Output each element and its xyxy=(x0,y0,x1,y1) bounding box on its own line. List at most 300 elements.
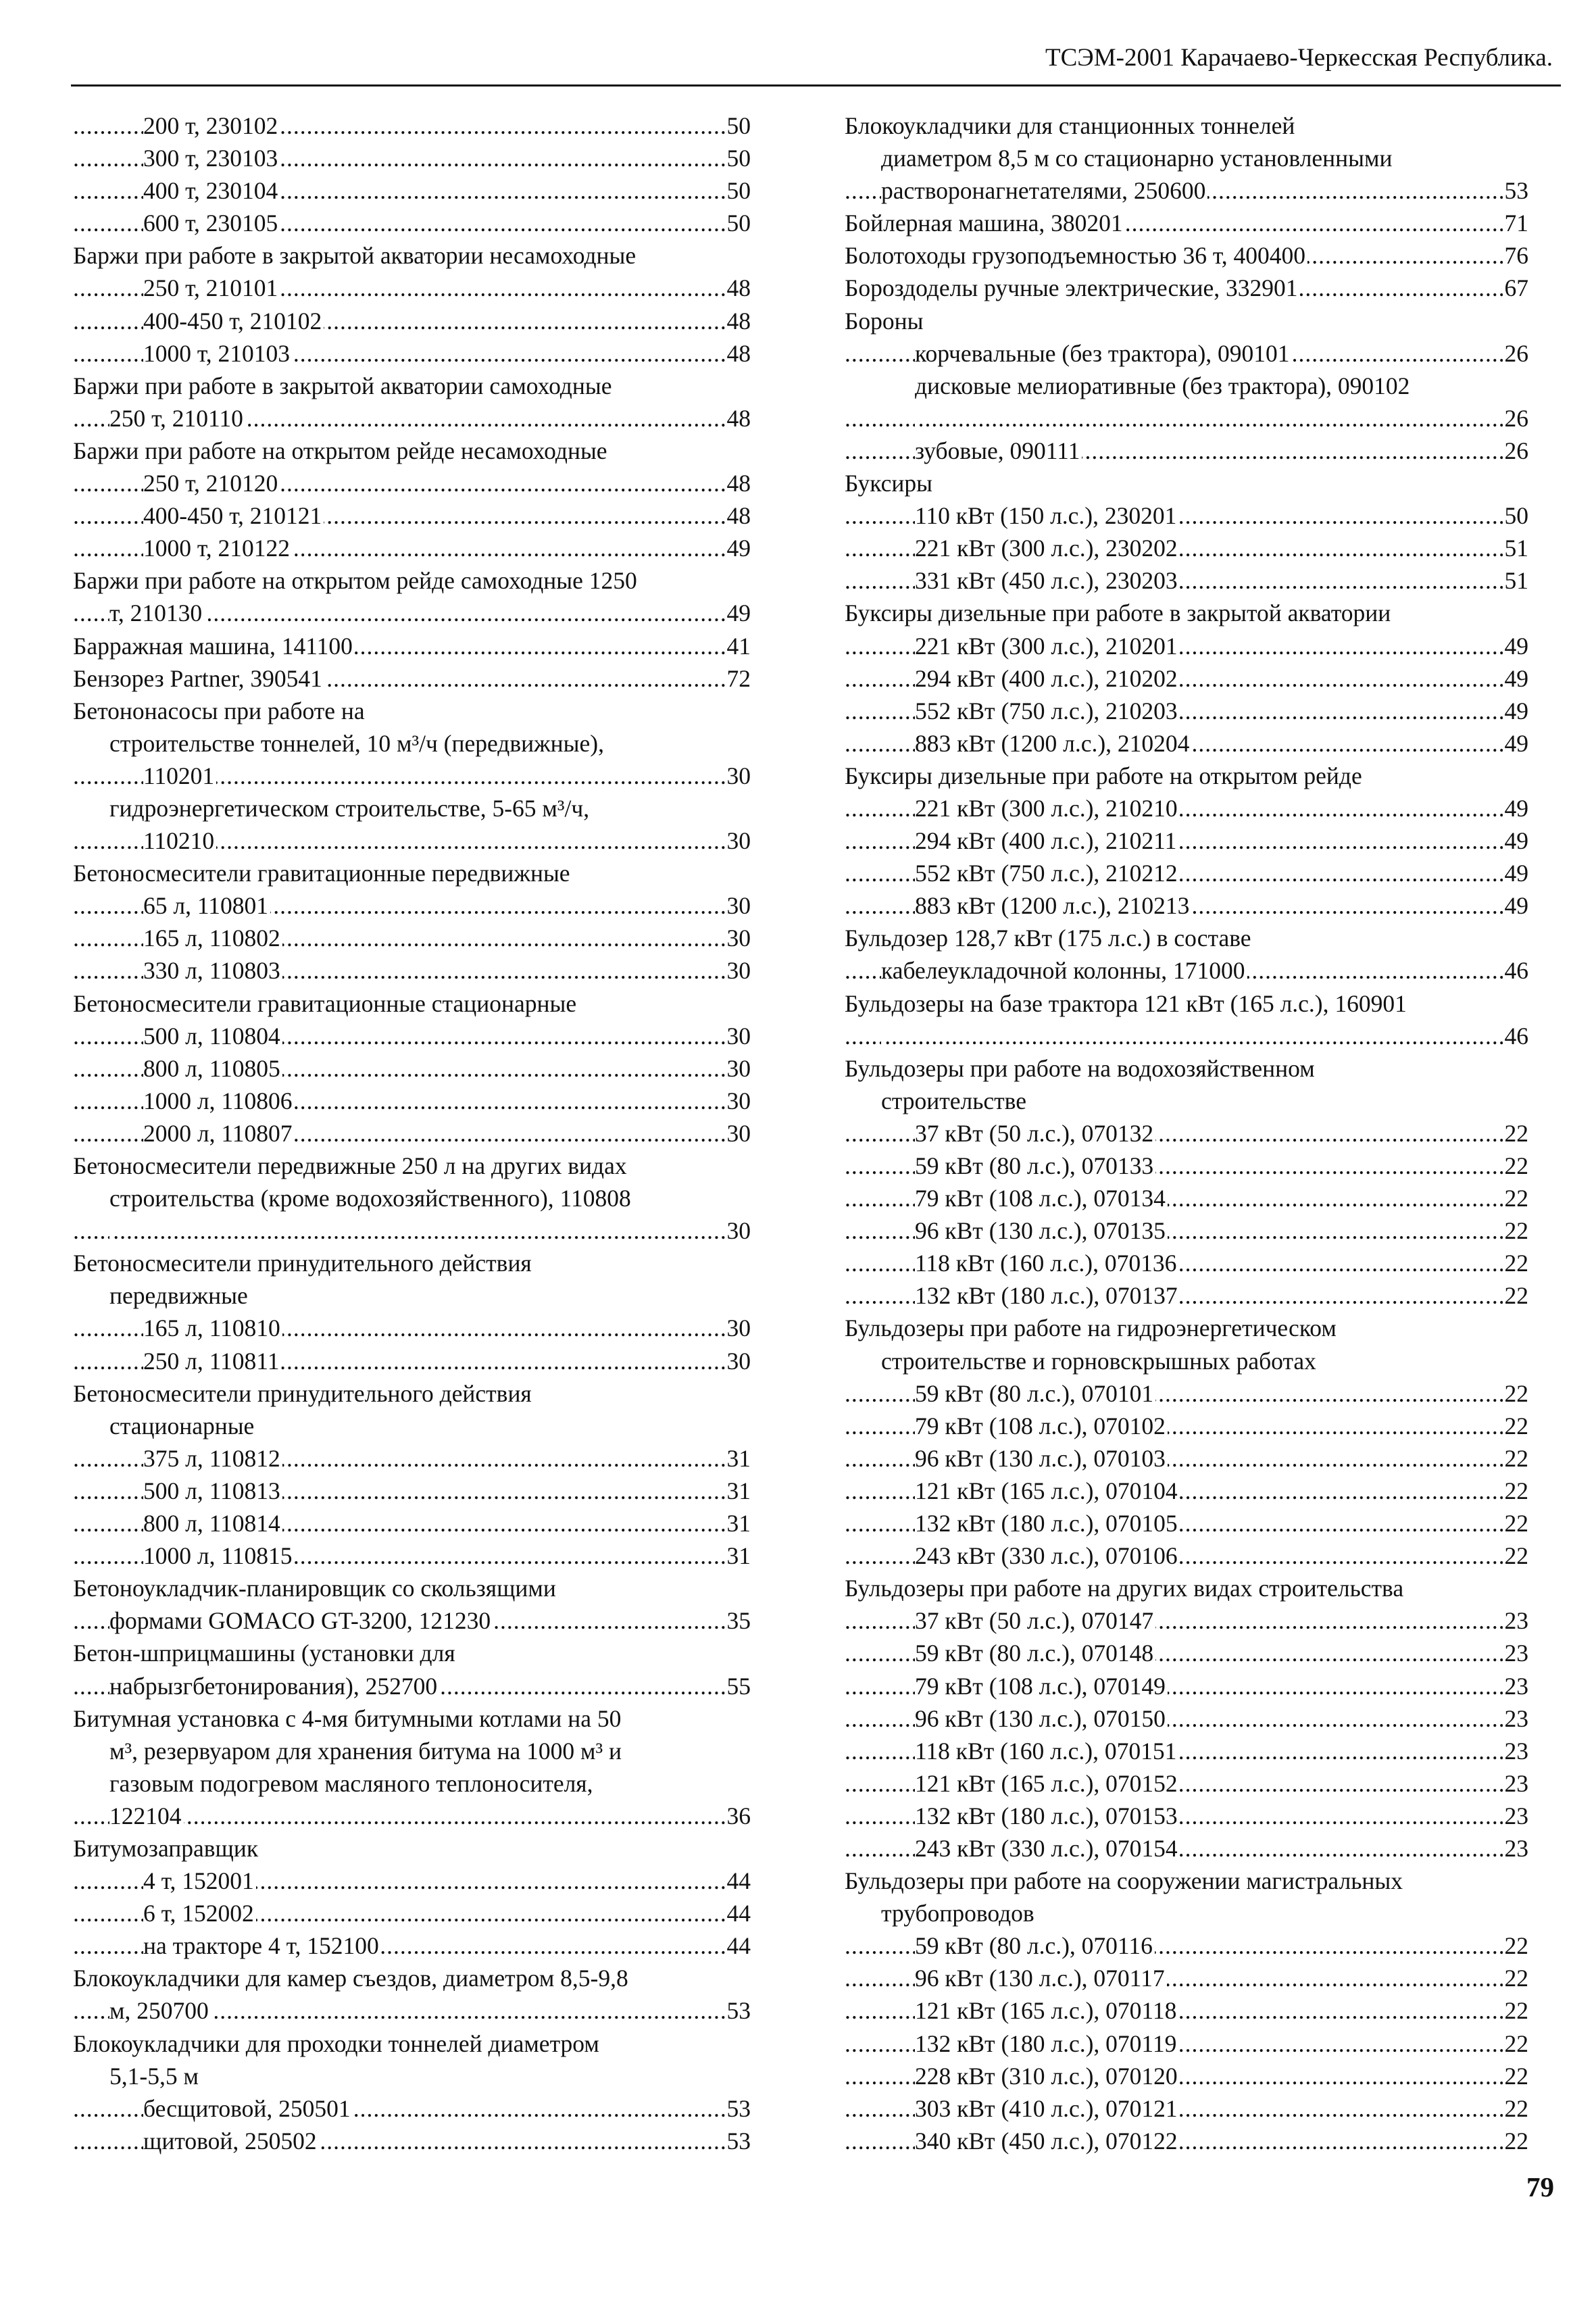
index-entry xyxy=(73,2125,751,2157)
entry-page-ref: 53 xyxy=(1503,174,1529,207)
entry-text: Бульдозеры при работе на других видах строительства xyxy=(845,1575,1405,1602)
index-entry xyxy=(73,727,751,760)
entry-page-ref: 22 xyxy=(1503,2027,1529,2060)
entry-page-ref: 48 xyxy=(725,467,751,499)
entry-text: передвижные xyxy=(109,1282,250,1309)
index-entry xyxy=(73,1702,751,1735)
entry-text: 1000 т, 210122 xyxy=(143,535,292,562)
entry-page-ref: 30 xyxy=(725,760,751,792)
index-entry xyxy=(845,1442,1528,1475)
entry-text: зубовые, 090111 xyxy=(915,437,1082,464)
index-entry xyxy=(73,272,751,304)
index-entry xyxy=(73,532,751,564)
entry-text: Бетоносмесители принудительного действия xyxy=(73,1250,534,1277)
entry-page-ref: 23 xyxy=(1503,1832,1529,1865)
entry-text: Бойлерная машина, 380201 xyxy=(845,210,1125,237)
entry-page-ref: 22 xyxy=(1503,1214,1529,1247)
entry-text: Буксиры дизельные при работе на открытом рейде xyxy=(845,762,1364,789)
index-entry xyxy=(73,2027,751,2060)
index-entry xyxy=(73,824,751,857)
entry-page-ref: 67 xyxy=(1503,272,1529,304)
entry-page-ref: 23 xyxy=(1503,1800,1529,1832)
entry-page-ref: 48 xyxy=(725,272,751,304)
entry-text: 883 кВт (1200 л.с.), 210204 xyxy=(915,730,1191,757)
entry-text: 132 кВт (180 л.с.), 070119 xyxy=(915,2030,1178,2057)
entry-text: 110201 xyxy=(143,762,216,789)
index-entry xyxy=(845,597,1528,629)
index-entry xyxy=(845,1702,1528,1735)
index-entry xyxy=(73,1897,751,1929)
index-entry xyxy=(845,1865,1528,1897)
entry-page-ref: 31 xyxy=(725,1540,751,1572)
entry-page-ref: 23 xyxy=(1503,1735,1529,1767)
entry-page-ref: 53 xyxy=(725,2125,751,2157)
index-entry xyxy=(73,1800,751,1832)
index-entry xyxy=(845,2027,1528,2060)
entry-page-ref: 30 xyxy=(725,1345,751,1377)
entry-page-ref: 41 xyxy=(725,630,751,662)
index-entry xyxy=(845,1735,1528,1767)
entry-text: 500 л, 110813 xyxy=(143,1477,282,1504)
index-entry xyxy=(73,1994,751,2027)
entry-text: Баржи при работе в закрытой акватории самоходные xyxy=(73,372,614,399)
entry-text: Бетоносмесители принудительного действия xyxy=(73,1380,534,1407)
index-entry xyxy=(73,792,751,824)
entry-text: 243 кВт (330 л.с.), 070154 xyxy=(915,1835,1180,1862)
entry-text: 165 л, 110810 xyxy=(143,1314,282,1341)
index-entry xyxy=(73,662,751,695)
index-entry xyxy=(73,1150,751,1182)
entry-page-ref: 30 xyxy=(725,889,751,922)
index-entry xyxy=(73,922,751,954)
index-entry xyxy=(73,597,751,629)
entry-text: 79 кВт (108 л.с.), 070134 xyxy=(915,1185,1168,1212)
index-entry xyxy=(845,1410,1528,1442)
entry-page-ref: 48 xyxy=(725,305,751,337)
entry-text: 59 кВт (80 л.с.), 070116 xyxy=(915,1932,1155,1959)
index-entry xyxy=(73,1572,751,1604)
entry-page-ref: 22 xyxy=(1503,1117,1529,1150)
index-entry xyxy=(73,499,751,532)
entry-text: 96 кВт (130 л.с.), 070103 xyxy=(915,1445,1168,1472)
entry-text: растворонагнетателями, 250600 xyxy=(881,177,1207,204)
entry-text: 110 кВт (150 л.с.), 230201 xyxy=(915,502,1178,529)
index-entry xyxy=(73,467,751,499)
entry-text: 375 л, 110812 xyxy=(143,1445,282,1472)
entry-text xyxy=(915,405,917,432)
entry-text: Битумозаправщик xyxy=(73,1835,260,1862)
index-entry xyxy=(845,630,1528,662)
header-rule xyxy=(71,84,1561,87)
entry-text: строительстве тоннелей, 10 м³/ч (передвижные), xyxy=(109,730,606,757)
index-entry xyxy=(845,337,1528,370)
index-entry xyxy=(73,1767,751,1800)
entry-page-ref: 22 xyxy=(1503,1540,1529,1572)
entry-page-ref: 22 xyxy=(1503,2060,1529,2092)
entry-text xyxy=(881,1023,883,1050)
entry-text: 294 кВт (400 л.с.), 210211 xyxy=(915,827,1178,854)
entry-page-ref: 48 xyxy=(725,402,751,435)
index-entry xyxy=(73,1312,751,1344)
index-entry xyxy=(73,1247,751,1279)
index-entry xyxy=(845,824,1528,857)
index-entry xyxy=(845,1214,1528,1247)
entry-text: Буксиры xyxy=(845,470,934,497)
index-entry xyxy=(845,435,1528,467)
entry-text: набрызгбетонирования), 252700 xyxy=(109,1673,439,1700)
entry-text: корчевальные (без трактора), 090101 xyxy=(915,340,1292,367)
entry-page-ref: 31 xyxy=(725,1442,751,1475)
index-entry xyxy=(845,987,1528,1020)
index-entry xyxy=(845,857,1528,889)
entry-text xyxy=(109,1217,111,1244)
index-entry xyxy=(845,1182,1528,1214)
entry-page-ref: 48 xyxy=(725,499,751,532)
index-entry xyxy=(845,1604,1528,1637)
entry-page-ref: 22 xyxy=(1503,1247,1529,1279)
entry-text: 552 кВт (750 л.с.), 210212 xyxy=(915,860,1180,887)
entry-text: Блокоукладчики для станционных тоннелей xyxy=(845,112,1297,139)
index-entry xyxy=(73,1832,751,1865)
entry-text: 5,1-5,5 м xyxy=(109,2063,201,2090)
index-entry xyxy=(845,2125,1528,2157)
index-entry xyxy=(73,1052,751,1085)
index-entry xyxy=(73,889,751,922)
entry-page-ref: 23 xyxy=(1503,1702,1529,1735)
index-entry xyxy=(845,1345,1528,1377)
index-entry xyxy=(73,1117,751,1150)
entry-page-ref: 49 xyxy=(1503,889,1529,922)
entry-text: Блокоукладчики для камер съездов, диаметром 8,5-9,8 xyxy=(73,1965,630,1992)
entry-text: Барражная машина, 141100 xyxy=(73,633,355,660)
index-entry xyxy=(73,954,751,987)
index-entry xyxy=(845,695,1528,727)
index-entry xyxy=(73,370,751,402)
entry-page-ref: 23 xyxy=(1503,1767,1529,1800)
index-entry xyxy=(845,1279,1528,1312)
entry-text: Бульдозер 128,7 кВт (175 л.с.) в составе xyxy=(845,925,1253,952)
entry-text: стационарные xyxy=(109,1412,256,1439)
entry-text: Баржи при работе в закрытой акватории несамоходные xyxy=(73,242,638,269)
index-entry xyxy=(845,1247,1528,1279)
entry-page-ref: 53 xyxy=(725,2092,751,2125)
entry-text: 6 т, 152002 xyxy=(143,1900,256,1927)
entry-text: 221 кВт (300 л.с.), 210210 xyxy=(915,795,1180,822)
entry-text: 96 кВт (130 л.с.), 070135 xyxy=(915,1217,1168,1244)
index-entry xyxy=(73,305,751,337)
entry-page-ref: 49 xyxy=(725,597,751,629)
index-entry xyxy=(73,1410,751,1442)
index-entry xyxy=(845,1312,1528,1344)
entry-page-ref: 49 xyxy=(1503,857,1529,889)
entry-page-ref: 22 xyxy=(1503,1442,1529,1475)
entry-text: 300 т, 230103 xyxy=(143,145,280,172)
entry-text: 121 кВт (165 л.с.), 070104 xyxy=(915,1477,1180,1504)
index-entry xyxy=(73,1929,751,1962)
index-entry xyxy=(73,760,751,792)
index-entry xyxy=(845,239,1528,272)
index-entry xyxy=(845,1929,1528,1962)
entry-text: 1000 л, 110815 xyxy=(143,1542,295,1569)
entry-text: Бороздоделы ручные электрические, 332901 xyxy=(845,274,1299,301)
index-entry xyxy=(73,1442,751,1475)
entry-page-ref: 49 xyxy=(1503,792,1529,824)
index-entry xyxy=(845,2092,1528,2125)
entry-page-ref: 55 xyxy=(725,1670,751,1702)
index-entry xyxy=(73,207,751,239)
entry-text: 800 л, 110805 xyxy=(143,1055,282,1082)
entry-text: газовым подогревом масляного теплоносителя, xyxy=(109,1770,595,1797)
entry-text: 883 кВт (1200 л.с.), 210213 xyxy=(915,892,1191,919)
entry-text: 2000 л, 110807 xyxy=(143,1120,295,1147)
entry-page-ref: 30 xyxy=(725,1214,751,1247)
entry-text: Бетононасосы при работе на xyxy=(73,697,367,724)
entry-page-ref: 31 xyxy=(725,1475,751,1507)
entry-text: 228 кВт (310 л.с.), 070120 xyxy=(915,2063,1180,2090)
entry-page-ref: 72 xyxy=(725,662,751,695)
entry-text: 165 л, 110802 xyxy=(143,925,282,952)
entry-text: 37 кВт (50 л.с.), 070147 xyxy=(915,1607,1155,1634)
index-entry xyxy=(845,142,1528,174)
entry-text: 132 кВт (180 л.с.), 070153 xyxy=(915,1802,1180,1829)
index-entry xyxy=(73,1637,751,1669)
index-entry xyxy=(73,1214,751,1247)
index-entry xyxy=(845,1377,1528,1410)
index-entry xyxy=(73,1604,751,1637)
entry-text: Бетоносмесители передвижные 250 л на других видах xyxy=(73,1152,629,1179)
entry-text: Бетоносмесители гравитационные стационарные xyxy=(73,990,578,1017)
entry-text: 800 л, 110814 xyxy=(143,1510,282,1537)
index-entry xyxy=(73,1020,751,1052)
index-entry xyxy=(73,564,751,597)
entry-page-ref: 31 xyxy=(725,1507,751,1540)
entry-page-ref: 46 xyxy=(1503,1020,1529,1052)
index-entry xyxy=(73,1475,751,1507)
entry-text: Битумная установка с 4-мя битумными котлами на 50 xyxy=(73,1705,623,1732)
entry-text: 400-450 т, 210121 xyxy=(143,502,324,529)
index-entry xyxy=(845,109,1528,142)
entry-page-ref: 26 xyxy=(1503,337,1529,370)
entry-page-ref: 30 xyxy=(725,922,751,954)
entry-text: 65 л, 110801 xyxy=(143,892,270,919)
entry-text: 37 кВт (50 л.с.), 070132 xyxy=(915,1120,1155,1147)
entry-text: строительства (кроме водохозяйственного), 110808 xyxy=(109,1185,633,1212)
entry-text: диаметром 8,5 м со стационарно установленными xyxy=(881,145,1395,172)
entry-page-ref: 36 xyxy=(725,1800,751,1832)
index-entry xyxy=(73,239,751,272)
entry-text: Бетоноукладчик-планировщик со скользящими xyxy=(73,1575,558,1602)
entry-text: Бетоносмесители гравитационные передвижные xyxy=(73,860,572,887)
entry-text: 243 кВт (330 л.с.), 070106 xyxy=(915,1542,1180,1569)
entry-text: Баржи при работе на открытом рейде несамоходные xyxy=(73,437,609,464)
index-entry xyxy=(73,337,751,370)
entry-text: щитовой, 250502 xyxy=(143,2127,319,2155)
index-entry xyxy=(73,695,751,727)
entry-page-ref: 50 xyxy=(725,207,751,239)
entry-text: м, 250700 xyxy=(109,1997,211,2024)
entry-text: дисковые мелиоративные (без трактора), 090102 xyxy=(915,372,1412,399)
entry-text: Бульдозеры при работе на водохозяйственном xyxy=(845,1055,1317,1082)
entry-text: строительстве и горновскрышных работах xyxy=(881,1348,1318,1375)
index-entry xyxy=(73,1540,751,1572)
index-entry xyxy=(845,760,1528,792)
entry-page-ref: 22 xyxy=(1503,1279,1529,1312)
entry-text: 96 кВт (130 л.с.), 070117 xyxy=(915,1965,1167,1992)
entry-page-ref: 22 xyxy=(1503,2125,1529,2157)
entry-page-ref: 30 xyxy=(725,1085,751,1117)
index-entry xyxy=(845,1085,1528,1117)
index-entry xyxy=(73,142,751,174)
entry-text: 600 т, 230105 xyxy=(143,210,280,237)
index-entry xyxy=(845,1572,1528,1604)
entry-page-ref: 71 xyxy=(1503,207,1529,239)
index-entry xyxy=(73,857,751,889)
index-entry xyxy=(73,2060,751,2092)
entry-text: 121 кВт (165 л.с.), 070118 xyxy=(915,1997,1178,2024)
entry-text: Блокоукладчики для проходки тоннелей диаметром xyxy=(73,2030,601,2057)
index-entry xyxy=(845,1800,1528,1832)
entry-page-ref: 26 xyxy=(1503,402,1529,435)
index-entry xyxy=(845,207,1528,239)
index-entry xyxy=(845,1540,1528,1572)
running-header: ТСЭМ-2001 Карачаево-Черкесская Республика. xyxy=(1045,44,1553,72)
index-entry xyxy=(845,1475,1528,1507)
index-entry xyxy=(73,1670,751,1702)
entry-page-ref: 22 xyxy=(1503,1994,1529,2027)
entry-text: гидроэнергетическом строительстве, 5-65 м³/ч, xyxy=(109,795,591,822)
entry-text: м³, резервуаром для хранения битума на 1000 м³ и xyxy=(109,1738,624,1765)
index-entry xyxy=(845,402,1528,435)
entry-page-ref: 35 xyxy=(725,1604,751,1637)
index-entry xyxy=(845,499,1528,532)
entry-page-ref: 23 xyxy=(1503,1670,1529,1702)
entry-page-ref: 50 xyxy=(1503,499,1529,532)
index-entry xyxy=(845,792,1528,824)
entry-text: строительстве xyxy=(881,1087,1028,1114)
entry-text: 110210 xyxy=(143,827,216,854)
entry-text: 221 кВт (300 л.с.), 230202 xyxy=(915,535,1180,562)
index-entry xyxy=(845,564,1528,597)
entry-text: 79 кВт (108 л.с.), 070102 xyxy=(915,1412,1168,1439)
entry-page-ref: 22 xyxy=(1503,1475,1529,1507)
index-entry xyxy=(73,402,751,435)
index-entry xyxy=(73,2092,751,2125)
entry-text: 303 кВт (410 л.с.), 070121 xyxy=(915,2095,1180,2122)
entry-text: Бороны xyxy=(845,307,925,335)
entry-page-ref: 49 xyxy=(1503,662,1529,695)
index-entry xyxy=(845,662,1528,695)
entry-text: 330 л, 110803 xyxy=(143,957,282,984)
entry-page-ref: 49 xyxy=(1503,727,1529,760)
entry-text: 331 кВт (450 л.с.), 230203 xyxy=(915,567,1180,594)
index-entry xyxy=(845,2060,1528,2092)
entry-page-ref: 22 xyxy=(1503,1929,1529,1962)
entry-text: 118 кВт (160 л.с.), 070136 xyxy=(915,1250,1178,1277)
entry-page-ref: 50 xyxy=(725,174,751,207)
entry-page-ref: 30 xyxy=(725,954,751,987)
index-entry xyxy=(845,272,1528,304)
entry-text: 121 кВт (165 л.с.), 070152 xyxy=(915,1770,1180,1797)
entry-page-ref: 22 xyxy=(1503,1507,1529,1540)
entry-page-ref: 51 xyxy=(1503,532,1529,564)
entry-page-ref: 76 xyxy=(1503,239,1529,272)
entry-page-ref: 22 xyxy=(1503,1962,1529,1994)
entry-page-ref: 44 xyxy=(725,1865,751,1897)
entry-text: 1000 т, 210103 xyxy=(143,340,292,367)
index-entry xyxy=(845,1052,1528,1085)
entry-text: на тракторе 4 т, 152100 xyxy=(143,1932,381,1959)
index-entry xyxy=(845,727,1528,760)
index-entry xyxy=(845,1150,1528,1182)
entry-page-ref: 49 xyxy=(725,532,751,564)
entry-page-ref: 46 xyxy=(1503,954,1529,987)
entry-text: Бензорез Partner, 390541 xyxy=(73,665,324,692)
index-entry xyxy=(845,922,1528,954)
index-entry xyxy=(73,1279,751,1312)
index-entry xyxy=(845,1897,1528,1929)
entry-text: Буксиры дизельные при работе в закрытой акватории xyxy=(845,599,1393,626)
index-entry xyxy=(845,532,1528,564)
entry-text: 400 т, 230104 xyxy=(143,177,280,204)
entry-text: 59 кВт (80 л.с.), 070148 xyxy=(915,1640,1155,1667)
entry-text: 340 кВт (450 л.с.), 070122 xyxy=(915,2127,1180,2155)
entry-text: 500 л, 110804 xyxy=(143,1023,282,1050)
entry-page-ref: 22 xyxy=(1503,1150,1529,1182)
entry-page-ref: 51 xyxy=(1503,564,1529,597)
entry-page-ref: 44 xyxy=(725,1897,751,1929)
index-entry xyxy=(73,174,751,207)
index-entry xyxy=(73,1865,751,1897)
index-entry xyxy=(73,1507,751,1540)
entry-page-ref: 50 xyxy=(725,109,751,142)
index-entry xyxy=(845,1020,1528,1052)
entry-text: 122104 xyxy=(109,1802,184,1829)
index-entry xyxy=(73,1377,751,1410)
entry-text: т, 210130 xyxy=(109,599,204,626)
index-entry xyxy=(845,1767,1528,1800)
index-column-left xyxy=(73,109,751,2157)
index-entry xyxy=(73,630,751,662)
entry-page-ref: 53 xyxy=(725,1994,751,2027)
index-entry xyxy=(845,889,1528,922)
entry-text: 59 кВт (80 л.с.), 070133 xyxy=(915,1152,1155,1179)
entry-text: Болотоходы грузоподъемностью 36 т, 400400 xyxy=(845,242,1307,269)
entry-text: Бульдозеры при работе на гидроэнергетическом xyxy=(845,1314,1339,1341)
index-entry xyxy=(845,467,1528,499)
index-entry xyxy=(845,954,1528,987)
entry-page-ref: 48 xyxy=(725,337,751,370)
entry-text: формами GOMACO GT-3200, 121230 xyxy=(109,1607,493,1634)
entry-text: 132 кВт (180 л.с.), 070105 xyxy=(915,1510,1180,1537)
entry-page-ref: 26 xyxy=(1503,435,1529,467)
index-entry xyxy=(73,1345,751,1377)
entry-text: бесщитовой, 250501 xyxy=(143,2095,353,2122)
index-entry xyxy=(845,1832,1528,1865)
entry-page-ref: 23 xyxy=(1503,1604,1529,1637)
entry-text: 4 т, 152001 xyxy=(143,1867,256,1894)
entry-page-ref: 44 xyxy=(725,1929,751,1962)
entry-page-ref: 49 xyxy=(1503,630,1529,662)
entry-text: 250 т, 210101 xyxy=(143,274,280,301)
entry-text: 59 кВт (80 л.с.), 070101 xyxy=(915,1380,1155,1407)
entry-text: Бетон-шприцмашины (установки для xyxy=(73,1640,457,1667)
entry-page-ref: 22 xyxy=(1503,1377,1529,1410)
entry-text: 250 л, 110811 xyxy=(143,1348,281,1375)
index-entry xyxy=(73,109,751,142)
entry-page-ref: 30 xyxy=(725,824,751,857)
entry-text: Бульдозеры на базе трактора 121 кВт (165 л.с.), 160901 xyxy=(845,990,1409,1017)
entry-text: 96 кВт (130 л.с.), 070150 xyxy=(915,1705,1168,1732)
